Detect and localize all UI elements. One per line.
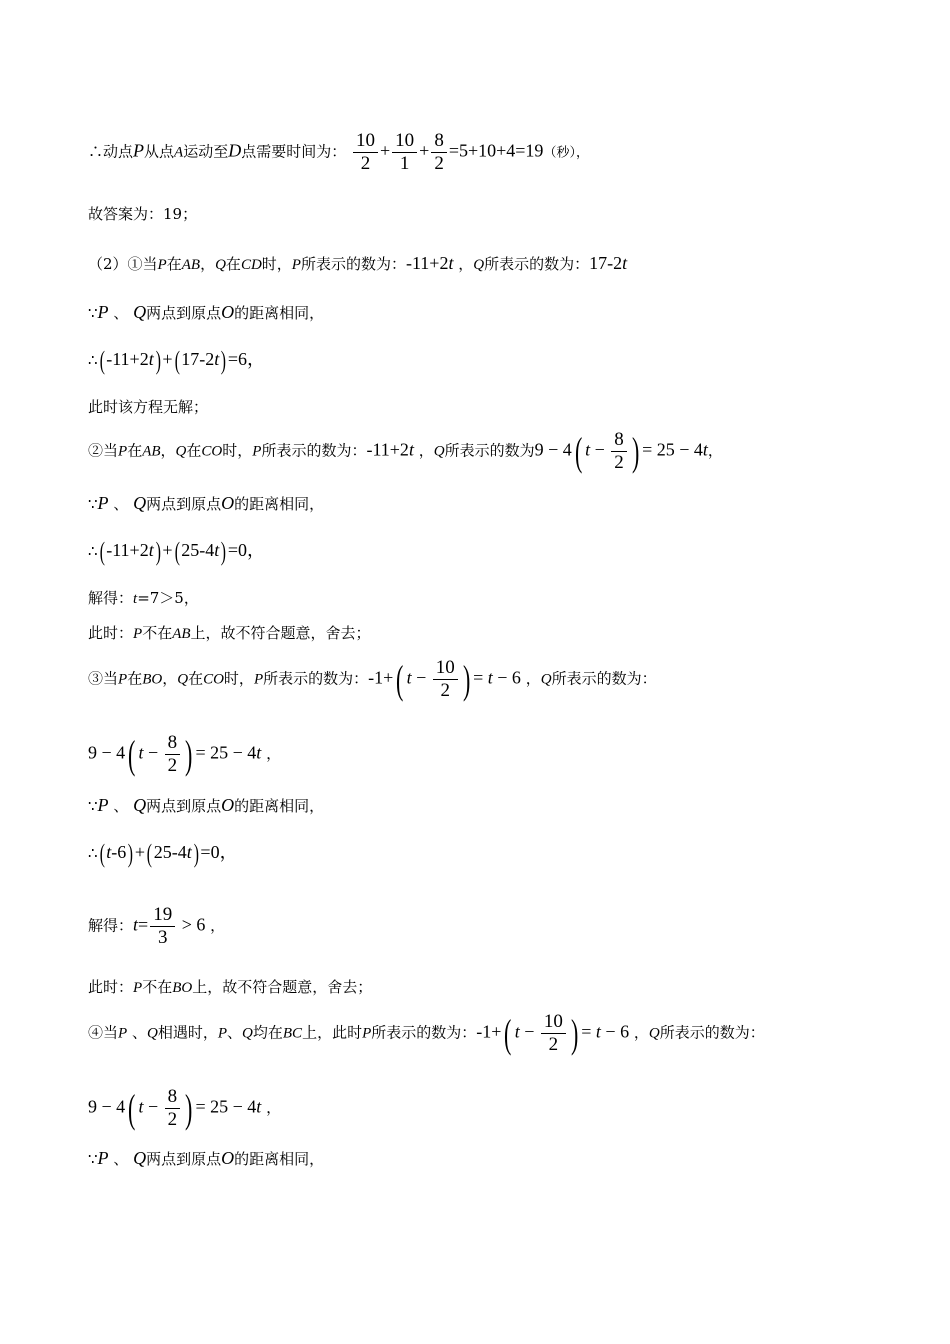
line-10	[88, 588, 199, 609]
var: t	[214, 349, 220, 369]
line-18: ④当P 、Q相遇时，P、Q均在BC上，此时P所表示的数为：-1+( t − $\frac{10}{2}$ ) = t − 6 ，Q所表示的数为：	[88, 1010, 765, 1056]
text: ，	[525, 669, 541, 688]
text: 解得：	[88, 589, 134, 607]
var: t	[595, 1021, 601, 1042]
text: 在	[127, 669, 143, 688]
text: 、	[113, 1150, 129, 1168]
var: O	[221, 493, 235, 513]
var: P	[252, 443, 262, 460]
line-17	[88, 977, 372, 998]
text: ，	[210, 916, 226, 935]
var: CO	[201, 443, 223, 460]
text: 点需要时间为：	[241, 142, 347, 161]
text: 两点到原点	[146, 495, 222, 513]
var: P	[217, 1025, 228, 1042]
op: +	[162, 349, 173, 369]
line-20	[88, 1148, 324, 1169]
result: − 6	[600, 1021, 630, 1042]
fraction	[165, 1086, 181, 1131]
text: 在	[225, 255, 241, 273]
var: t	[148, 540, 154, 560]
expr: -11+2	[405, 253, 449, 273]
var: t	[106, 842, 112, 862]
text: ，	[418, 441, 434, 460]
var: P	[133, 140, 145, 161]
line-4	[88, 302, 324, 323]
denominator: 1	[399, 153, 410, 174]
text: 解得：	[88, 916, 134, 935]
fraction	[541, 1011, 566, 1056]
line-13: 9 − 4( t − $\frac{8}{2}$ ) = 25 − 4t ，	[88, 731, 282, 777]
var: O	[221, 795, 235, 815]
denominator: 2	[440, 680, 451, 701]
result: =0，	[227, 540, 266, 560]
var: t	[622, 253, 628, 273]
text: 所表示的数为	[444, 441, 535, 460]
numerator: 10	[433, 657, 458, 680]
op: +	[134, 842, 146, 862]
expr: -6	[111, 842, 127, 862]
text: 两点到原点	[146, 797, 222, 815]
text: ，	[266, 744, 282, 763]
numerator: 10	[541, 1011, 566, 1034]
var: t	[585, 439, 591, 460]
var: P	[118, 443, 128, 460]
fraction	[433, 657, 458, 702]
text: 所表示的数为：	[484, 255, 590, 273]
var: Q	[133, 1148, 147, 1168]
text: 时，	[223, 669, 254, 688]
line-3	[88, 253, 627, 275]
text: 两点到原点	[146, 1150, 222, 1168]
var: t	[702, 439, 708, 460]
text: =7＞5，	[137, 589, 199, 607]
numerator: 19	[150, 904, 175, 927]
text: 上，此时	[302, 1023, 363, 1042]
expr: 9 − 4	[534, 439, 572, 460]
text: 均在	[252, 1023, 283, 1042]
var: Q	[648, 1025, 660, 1042]
var: t	[186, 842, 192, 862]
var: D	[228, 140, 242, 161]
fraction	[611, 429, 627, 474]
text: ∵	[88, 797, 98, 815]
line-14	[88, 795, 324, 816]
text: 所表示的数为：	[659, 1023, 765, 1042]
text: 所表示的数为：	[371, 1023, 477, 1042]
op: −	[590, 439, 610, 460]
op: −	[411, 667, 431, 688]
var: P	[97, 795, 109, 815]
text: ③当	[88, 669, 119, 688]
text: 此时：	[88, 978, 134, 996]
expr: 9 − 4	[88, 1096, 126, 1117]
text: 的距离相同，	[234, 797, 325, 815]
expr: 25-4	[181, 540, 215, 560]
text: 所表示的数为：	[551, 669, 657, 688]
var: P	[253, 671, 264, 688]
line-6: 此时该方程无解；	[88, 398, 209, 416]
fraction	[431, 130, 447, 175]
op: −	[143, 742, 163, 763]
var: Q	[215, 257, 226, 273]
text: 在	[186, 441, 202, 460]
var: AB	[181, 257, 201, 273]
op: =	[138, 914, 149, 935]
op: +	[419, 140, 430, 161]
text: 相遇时，	[157, 1023, 218, 1042]
var: O	[221, 302, 235, 322]
var: Q	[133, 795, 147, 815]
var: A	[174, 144, 184, 161]
text: 不在	[142, 624, 173, 642]
numerator: 8	[165, 1086, 181, 1109]
text: ，	[162, 669, 178, 688]
var: AB	[172, 626, 191, 642]
text: 、	[113, 304, 129, 322]
var: Q	[473, 257, 485, 273]
op: +	[380, 140, 391, 161]
var: P	[291, 257, 301, 273]
denominator: 2	[360, 153, 371, 174]
text: 的距离相同，	[234, 495, 325, 513]
result: = 25 − 4	[195, 1096, 257, 1117]
text: ∴	[88, 542, 98, 560]
denominator: 2	[614, 452, 624, 473]
text: ∵	[88, 1150, 98, 1168]
result: = 25 − 4	[195, 742, 257, 763]
line-5: ∴(-11+2t)+(17-2t)=6，	[88, 346, 266, 375]
text: 的距离相同，	[234, 304, 325, 322]
text: 在	[166, 255, 182, 273]
text: ②当	[88, 441, 119, 460]
numerator: 8	[165, 732, 181, 755]
text: ，	[160, 441, 176, 460]
numerator: 8	[611, 429, 627, 452]
text: 、	[113, 495, 129, 513]
expr: > 6	[177, 914, 206, 935]
text: ∵	[88, 495, 98, 513]
line-12: ③当P在BO，Q在CO时，P所表示的数为：-1+( t − $\frac{10}{2}$ ) = t − 6 ，Q所表示的数为：	[88, 656, 657, 702]
expr: -1+	[476, 1021, 502, 1042]
var: P	[118, 671, 128, 688]
text: 、	[113, 797, 129, 815]
text: 上，故不符合题意，舍去；	[192, 978, 373, 996]
fraction	[392, 130, 417, 175]
var: P	[97, 493, 109, 513]
line-11	[88, 623, 371, 644]
expr: 25-4	[153, 842, 187, 862]
var: P	[133, 626, 143, 642]
var: P	[97, 1148, 109, 1168]
text: ∴动点	[88, 142, 134, 161]
text: 不在	[142, 978, 173, 996]
var: Q	[433, 443, 445, 460]
text: ∵	[88, 304, 98, 322]
result: =0，	[200, 842, 238, 862]
var: t	[138, 742, 144, 763]
line-19: 9 − 4( t − $\frac{8}{2}$ ) = 25 − 4t ，	[88, 1085, 282, 1131]
text: 此时：	[88, 624, 134, 642]
text: ④当	[88, 1023, 119, 1042]
expr: 17-2	[181, 349, 215, 369]
var: CD	[240, 257, 262, 273]
text: 所表示的数为：	[263, 669, 369, 688]
var: t	[138, 1096, 144, 1117]
var: P	[97, 302, 109, 322]
result: = 25 − 4	[642, 439, 703, 460]
numerator: 10	[392, 130, 417, 153]
expr: 17-2	[589, 253, 623, 273]
line-9: ∴(-11+2t)+(25-4t)=0，	[88, 537, 266, 566]
line-2: 故答案为：19；	[88, 205, 198, 223]
text: ∴	[88, 351, 98, 369]
var: t	[133, 591, 138, 607]
line-8	[88, 493, 324, 514]
var: P	[362, 1025, 372, 1042]
var: t	[448, 253, 454, 273]
line-7: ②当P在AB，Q在CO时，P所表示的数为：-11+2t ，Q所表示的数为9 − 4( t − $\frac{8}{2}$ ) = 25 − 4t，	[88, 428, 723, 474]
var: t	[214, 540, 220, 560]
text: 从点	[144, 142, 175, 161]
var: t	[148, 349, 154, 369]
text: 所表示的数为：	[261, 441, 367, 460]
var: BO	[142, 671, 163, 688]
var: t	[256, 1096, 262, 1117]
text: 、	[227, 1023, 243, 1042]
var: t	[487, 667, 493, 688]
text: 上，故不符合题意，舍去；	[190, 624, 371, 642]
text: ，	[633, 1023, 649, 1042]
op: +	[162, 540, 173, 560]
text: 、	[131, 1023, 147, 1042]
var: t	[514, 1021, 520, 1042]
var: Q	[177, 671, 189, 688]
text: （2）①当	[88, 255, 158, 273]
fraction	[353, 130, 378, 175]
fraction	[150, 904, 175, 949]
var: AB	[142, 443, 161, 460]
denominator: 2	[434, 153, 444, 174]
var: P	[118, 1025, 128, 1042]
var: Q	[175, 443, 187, 460]
var: BC	[282, 1025, 303, 1042]
text: ，	[458, 255, 474, 273]
fraction	[165, 732, 181, 777]
var: Q	[540, 671, 552, 688]
var: O	[221, 1148, 235, 1168]
text: 时，	[222, 441, 253, 460]
line-16	[88, 904, 225, 949]
op: −	[519, 1021, 539, 1042]
var: Q	[133, 302, 147, 322]
numerator: 8	[431, 130, 447, 153]
unit: （秒），	[543, 145, 589, 161]
numerator: 10	[353, 130, 378, 153]
result: − 6	[492, 667, 521, 688]
text: ，	[707, 441, 723, 460]
var: Q	[146, 1025, 158, 1042]
text: 运动至	[183, 142, 229, 161]
text: ，	[266, 1098, 282, 1117]
line-15: ∴(t-6)+(25-4t)=0，	[88, 839, 238, 868]
result: =	[581, 1021, 596, 1042]
text: 两点到原点	[146, 304, 222, 322]
expr: -1+	[368, 667, 394, 688]
denominator: 2	[548, 1034, 559, 1055]
denominator: 2	[167, 1109, 178, 1130]
var: BO	[172, 980, 193, 996]
var: P	[157, 257, 167, 273]
var: t	[406, 667, 412, 688]
var: P	[133, 980, 143, 996]
result: =	[473, 667, 488, 688]
text: 时，	[261, 255, 292, 273]
expr: -11+2	[366, 439, 409, 460]
text: ，	[200, 255, 216, 273]
var: Q	[133, 493, 147, 513]
text: 所表示的数为：	[300, 255, 406, 273]
var: t	[408, 439, 414, 460]
var: t	[133, 914, 139, 935]
expr: 9 − 4	[88, 742, 126, 763]
text: ∴	[88, 844, 98, 862]
denominator: 3	[157, 927, 168, 948]
var: Q	[242, 1025, 253, 1042]
result: =5+10+4=19	[448, 140, 544, 161]
text: 在	[127, 441, 143, 460]
text: 在	[188, 669, 204, 688]
line-1	[88, 130, 589, 175]
result: =6，	[227, 349, 266, 369]
expr: -11+2	[106, 349, 149, 369]
expr: -11+2	[106, 540, 149, 560]
op: −	[143, 1096, 163, 1117]
var: CO	[203, 671, 224, 688]
denominator: 2	[167, 755, 178, 776]
var: t	[256, 742, 262, 763]
text: 的距离相同，	[234, 1150, 325, 1168]
